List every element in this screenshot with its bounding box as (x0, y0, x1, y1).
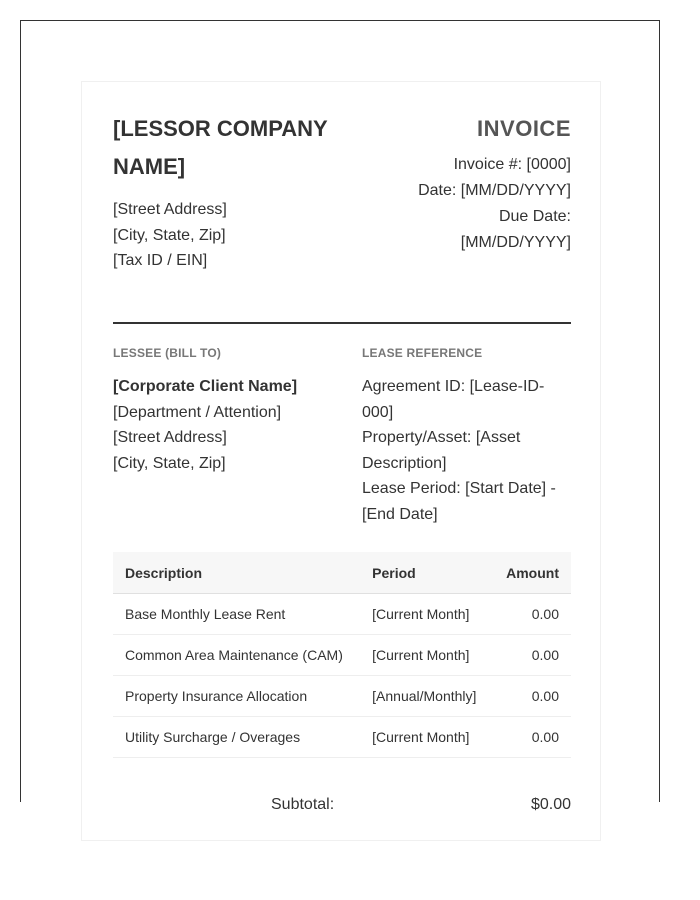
lessor-city: [City, State, Zip] (113, 226, 226, 244)
invoice-number: Invoice #: [0000] (453, 156, 571, 173)
lessor-company-name: [LESSOR COMPANY NAME] (113, 116, 328, 179)
column-header-period: Period (360, 552, 494, 594)
lease-period-line-1: Lease Period: [Start Date] - (362, 480, 556, 497)
lessee-label: LESSEE (BILL TO) (113, 346, 222, 360)
lessee-department: [Department / Attention] (113, 403, 282, 421)
row-period: [Current Month] (360, 717, 494, 758)
lessee-street: [Street Address] (113, 429, 227, 446)
invoice-meta (371, 110, 571, 256)
property-asset-line-1: Property/Asset: [Asset (362, 429, 521, 446)
lessee-city: [City, State, Zip] (113, 454, 226, 472)
invoice-due-value: [MM/DD/YYYY] (460, 234, 571, 251)
row-period: [Annual/Monthly] (360, 676, 494, 717)
party-details (113, 324, 571, 552)
row-period: [Current Month] (360, 635, 494, 676)
lease-reference-section (362, 346, 571, 527)
column-header-amount: Amount (494, 552, 571, 594)
document-frame (20, 20, 660, 813)
table-header-row (113, 552, 571, 594)
lessee-client-name: [Corporate Client Name] (113, 378, 298, 395)
subtotal-value: $0.00 (530, 796, 571, 813)
row-period: [Current Month] (360, 594, 494, 635)
row-amount: 0.00 (494, 676, 571, 717)
row-description: Utility Surcharge / Overages (113, 717, 360, 758)
invoice-date: Date: [MM/DD/YYYY] (418, 182, 571, 199)
table-row (113, 594, 571, 635)
property-asset-line-2: Description] (362, 454, 447, 472)
lessee-section (113, 346, 343, 476)
table-row (113, 676, 571, 717)
line-items-table (113, 552, 571, 758)
lessor-info (113, 110, 383, 274)
column-header-description: Description (113, 552, 360, 594)
invoice-content (113, 110, 571, 818)
row-amount: 0.00 (494, 635, 571, 676)
table-row (113, 717, 571, 758)
lease-period-line-2: [End Date] (362, 505, 438, 523)
table-row (113, 635, 571, 676)
lessor-tax-id: [Tax ID / EIN] (113, 252, 208, 269)
row-description: Base Monthly Lease Rent (113, 594, 360, 635)
row-amount: 0.00 (494, 717, 571, 758)
invoice-page (81, 81, 601, 841)
invoice-title: INVOICE (477, 116, 571, 141)
lessor-street: [Street Address] (113, 201, 227, 218)
totals-section (113, 758, 571, 818)
row-description: Common Area Maintenance (CAM) (113, 635, 360, 676)
agreement-id-line-2: 000] (362, 403, 394, 421)
row-amount: 0.00 (494, 594, 571, 635)
subtotal-label: Subtotal: (271, 796, 335, 813)
invoice-header (113, 110, 571, 322)
lease-reference-label: LEASE REFERENCE (362, 346, 483, 360)
agreement-id-line-1: Agreement ID: [Lease-ID- (362, 378, 545, 395)
invoice-due-label: Due Date: (498, 208, 571, 225)
row-description: Property Insurance Allocation (113, 676, 360, 717)
